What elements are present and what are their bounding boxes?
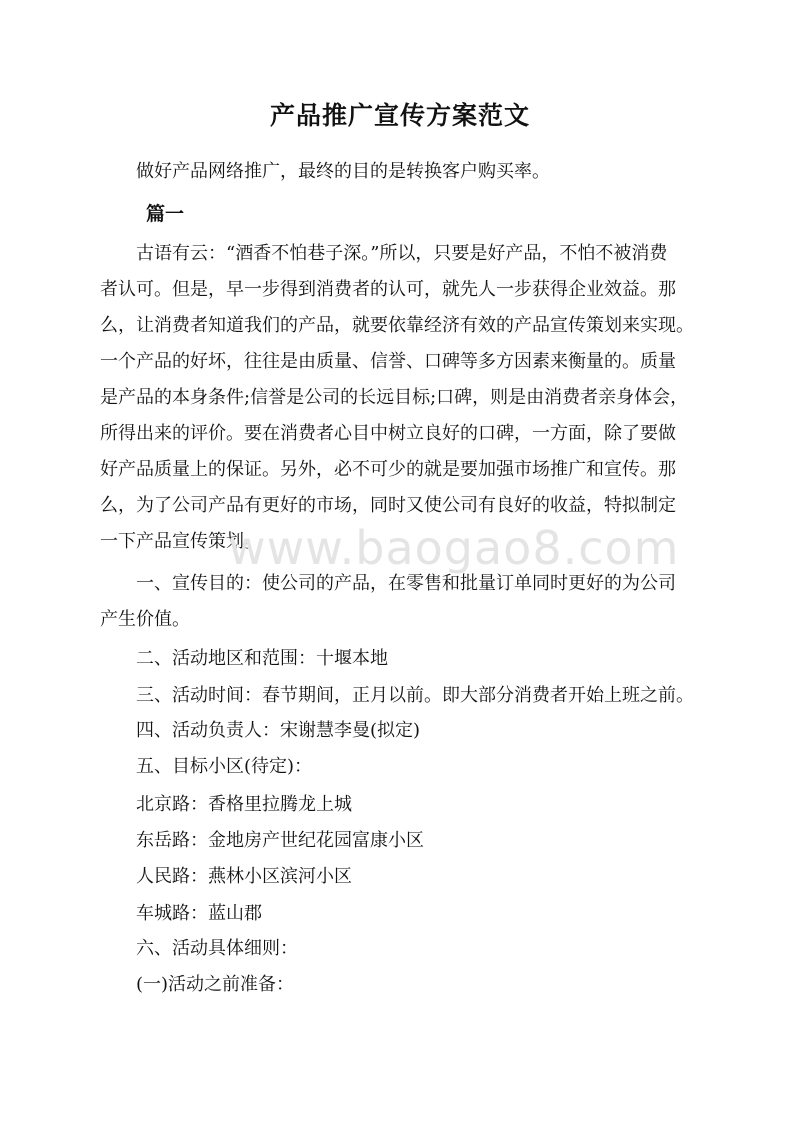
paragraph-line: 古语有云：“酒香不怕巷子深。”所以，只要是好产品，不怕不被消费 — [136, 243, 668, 264]
item-line: 二、活动地区和范围：十堰本地 — [136, 648, 388, 669]
section-heading: 篇一 — [146, 203, 185, 225]
document-title: 产品推广宣传方案范文 — [269, 101, 530, 130]
location-line: 人民路：燕林小区滨河小区 — [136, 866, 352, 887]
paragraph-line: 一个产品的好坏，往往是由质量、信誉、口碑等多方因素来衡量的。质量 — [100, 351, 676, 372]
paragraph-line: 是产品的本身条件;信誉是公司的长远目标;口碑，则是由消费者亲身体会， — [100, 387, 689, 408]
paragraph-line: 一下产品宣传策划。 — [100, 531, 262, 552]
item-line: 三、活动时间：春节期间，正月以前。即大部分消费者开始上班之前。 — [136, 685, 694, 706]
intro-line: 做好产品网络推广，最终的目的是转换客户购买率。 — [136, 161, 550, 182]
item-line: 一、宣传目的：使公司的产品，在零售和批量订单同时更好的为公司 — [136, 573, 676, 594]
item-line: (一)活动之前准备： — [136, 974, 295, 995]
watermark-text: www.baogao8.com — [228, 521, 680, 575]
location-line: 车城路：蓝山郡 — [136, 903, 262, 924]
paragraph-line: 好产品质量上的保证。另外，必不可少的就是要加强市场推广和宣传。那 — [100, 459, 676, 480]
paragraph-line: 么，让消费者知道我们的产品，就要依靠经济有效的产品宣传策划来实现。 — [100, 315, 694, 336]
location-line: 北京路：香格里拉腾龙上城 — [136, 794, 352, 815]
item-line: 六、活动具体细则： — [136, 938, 298, 959]
paragraph-line: 所得出来的评价。要在消费者心目中树立良好的口碑，一方面，除了要做 — [100, 423, 676, 444]
item-line: 五、目标小区(待定)： — [136, 756, 313, 777]
paragraph-line: 么，为了公司产品有更好的市场，同时又使公司有良好的收益，特拟制定 — [100, 495, 676, 516]
location-line: 东岳路：金地房产世纪花园富康小区 — [136, 830, 424, 851]
item-line: 产生价值。 — [100, 609, 190, 630]
item-line: 四、活动负责人：宋谢慧李曼(拟定) — [136, 720, 421, 741]
paragraph-line: 者认可。但是，早一步得到消费者的认可，就先人一步获得企业效益。那 — [100, 279, 676, 300]
